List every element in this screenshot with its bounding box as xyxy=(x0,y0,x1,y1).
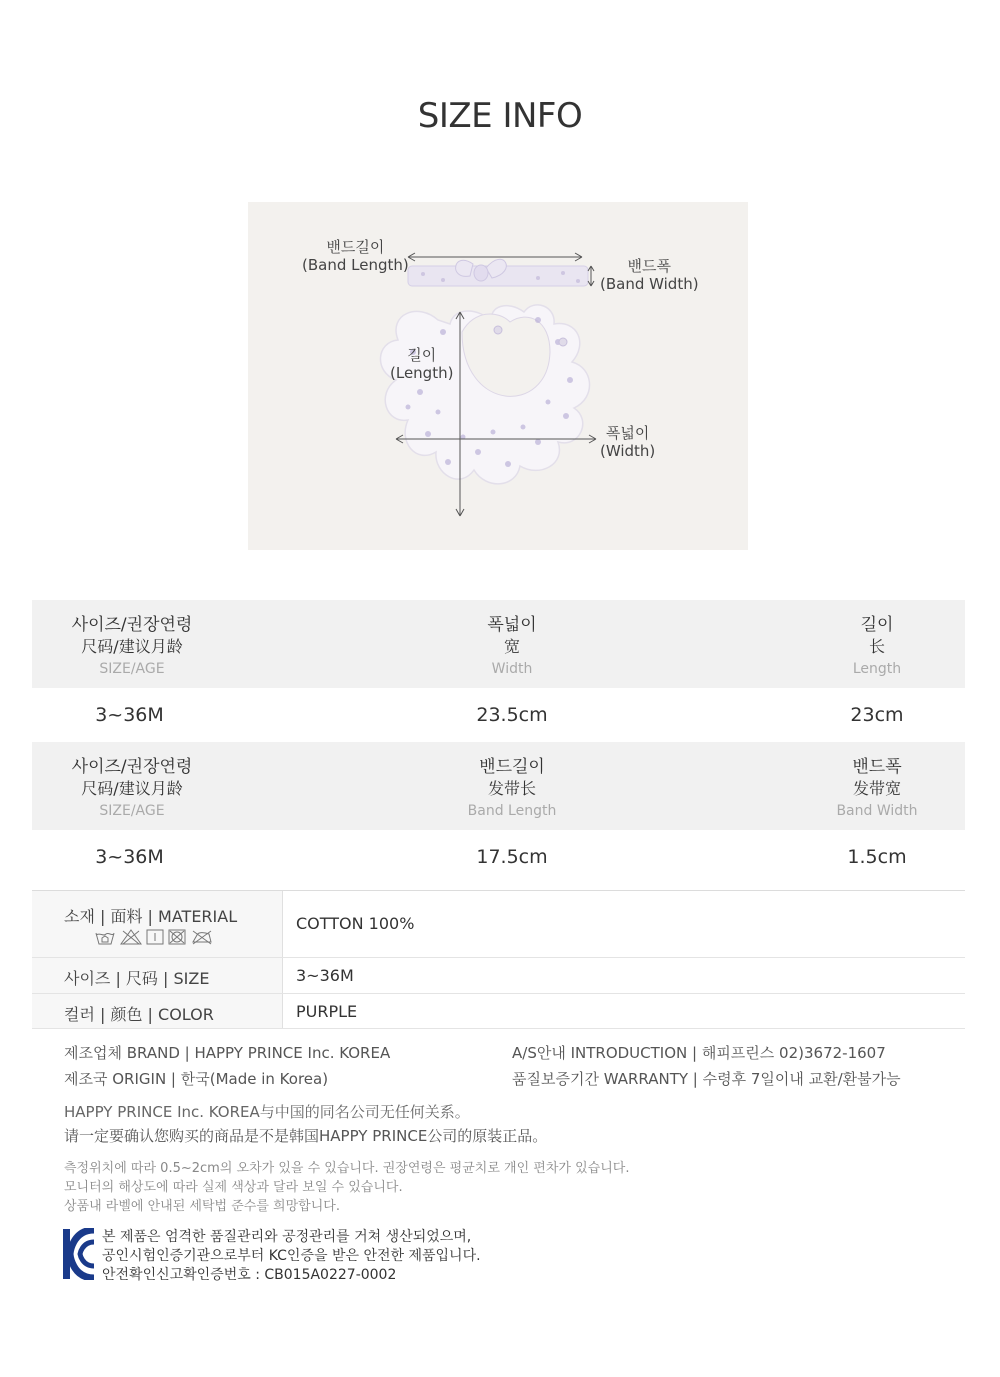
kc-certification-logo xyxy=(62,1228,96,1280)
color-label: 컬러 | 颜色 | COLOR xyxy=(64,1005,214,1024)
header-band-width: 밴드폭 发带宽 Band Width xyxy=(836,757,918,819)
width-label: 폭넓이 (Width) xyxy=(600,424,656,460)
material-label: 소재 | 面料 | MATERIAL xyxy=(64,907,238,926)
table-header-row xyxy=(32,600,965,688)
table-header-row xyxy=(32,742,965,830)
note-3: 상품내 라벨에 안내된 세탁법 준수를 희망합니다. xyxy=(64,1199,340,1214)
band-width-label: 밴드폭 (Band Width) xyxy=(600,257,699,293)
header-length: 길이 长 Length xyxy=(852,615,902,677)
hand-wash-icon xyxy=(94,929,116,945)
as-info: A/S안내 INTRODUCTION | 해피프린스 02)3672-1607 xyxy=(512,1044,886,1062)
value-size: 3~36M xyxy=(95,846,164,868)
value-band-length: 17.5cm xyxy=(476,846,548,868)
length-label: 길이 (Length) xyxy=(390,346,454,382)
warranty-info: 품질보증기간 WARRANTY | 수령후 7일이내 교환/환불가능 xyxy=(512,1070,901,1088)
product-photo xyxy=(248,202,748,550)
no-tumble-dry-icon xyxy=(168,929,186,945)
header-size-age: 사이즈/권장연령 尺码/建议月龄 SIZE/AGE xyxy=(71,615,193,677)
page-title: SIZE INFO xyxy=(417,96,583,136)
table-row xyxy=(32,688,965,742)
color-row xyxy=(32,994,965,1029)
color-label-cell xyxy=(32,994,283,1028)
material-value: COTTON 100% xyxy=(296,914,415,933)
value-width: 23.5cm xyxy=(476,704,548,726)
table-row xyxy=(32,830,965,884)
size-label: 사이즈 | 尺码 | SIZE xyxy=(64,969,210,988)
band-length-label: 밴드길이 (Band Length) xyxy=(302,238,409,274)
header-band-length: 밴드길이 发带长 Band Length xyxy=(467,757,557,819)
no-bleach-icon xyxy=(120,929,142,945)
size-row xyxy=(32,958,965,994)
cn-notice-1: HAPPY PRINCE Inc. KOREA与中国的同名公司无任何关系。 xyxy=(64,1103,470,1121)
care-icons xyxy=(94,929,214,945)
size-label-cell xyxy=(32,958,283,993)
material-label-cell xyxy=(32,891,283,957)
size-table-band xyxy=(32,742,965,884)
material-row xyxy=(32,891,965,958)
product-info-table xyxy=(32,890,965,1029)
header-width: 폭넓이 宽 Width xyxy=(487,615,537,677)
line-dry-icon xyxy=(146,929,164,945)
brand-info: 제조업체 BRAND | HAPPY PRINCE Inc. KOREA xyxy=(64,1044,391,1062)
size-table-bib xyxy=(32,600,965,742)
origin-info: 제조국 ORIGIN | 한국(Made in Korea) xyxy=(64,1070,329,1088)
size-value: 3~36M xyxy=(296,966,354,985)
color-value: PURPLE xyxy=(296,1002,358,1021)
kc-certification-text: 본 제품은 엄격한 품질관리와 공정관리를 거쳐 생산되었으며, 공인시험인증기관으로부터 KC인증을 받은 안전한 제품입니다. 안전확인신고확인증번호 : CB015A0227-0002 xyxy=(102,1229,481,1283)
note-1: 측정위치에 따라 0.5~2cm의 오차가 있을 수 있습니다. 권장연령은 평균치로 개인 편차가 있습니다. xyxy=(64,1161,630,1176)
note-2: 모니터의 해상도에 따라 실제 색상과 달라 보일 수 있습니다. xyxy=(64,1180,403,1195)
value-length: 23cm xyxy=(850,704,904,726)
no-iron-icon xyxy=(190,929,214,945)
cn-notice-2: 请一定要确认您购买的商品是不是韩国HAPPY PRINCE公司的原装正品。 xyxy=(64,1127,548,1145)
value-size: 3~36M xyxy=(95,704,164,726)
value-band-width: 1.5cm xyxy=(847,846,907,868)
header-size-age: 사이즈/권장연령 尺码/建议月龄 SIZE/AGE xyxy=(71,757,193,819)
